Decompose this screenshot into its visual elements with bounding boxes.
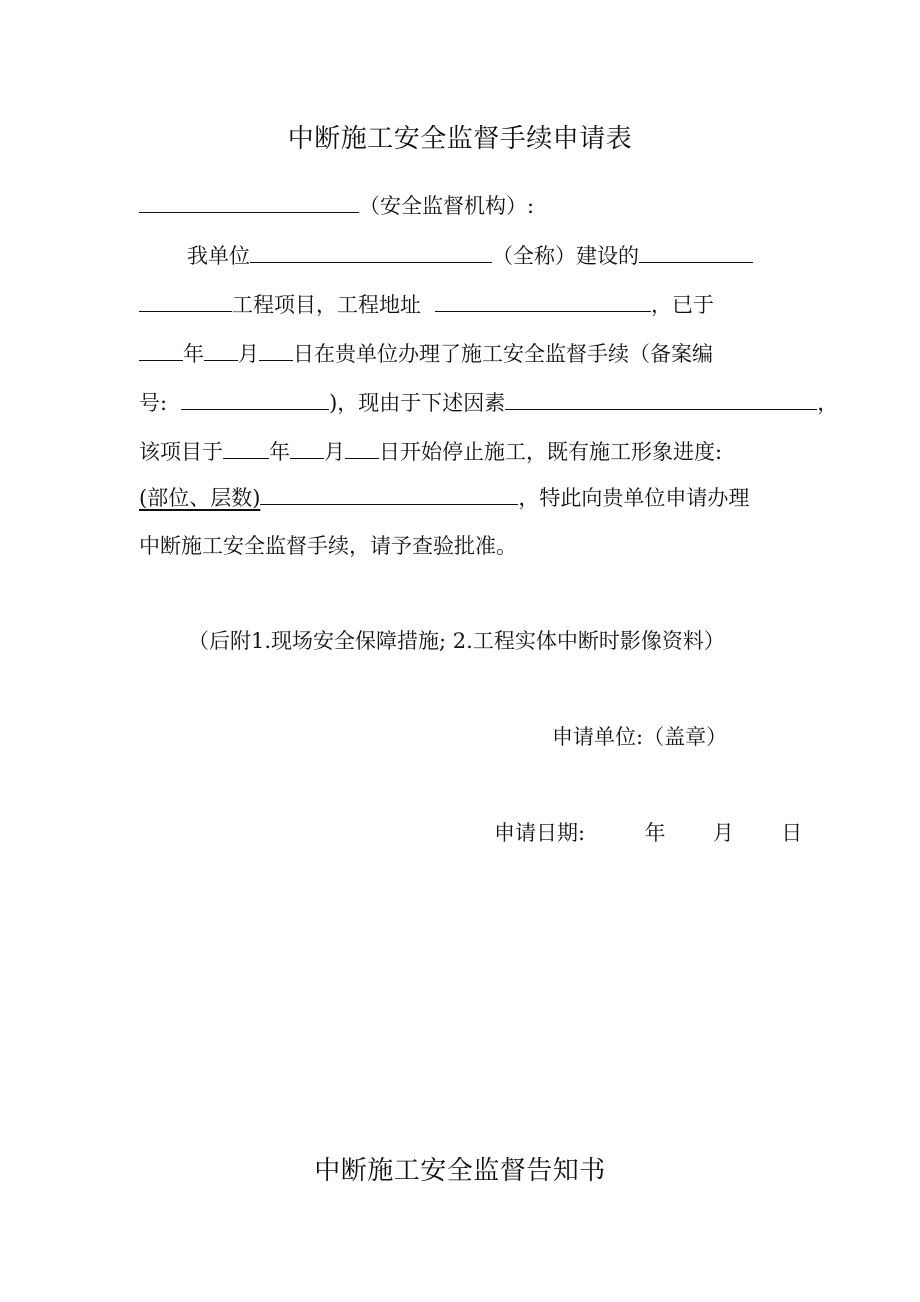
date-day-label: 日: [781, 821, 803, 845]
form-line-8: [139, 531, 517, 561]
agency-blank[interactable]: [139, 190, 359, 213]
stop-day-blank[interactable]: [345, 436, 379, 459]
applicant-label: 申请单位:（盖章）: [552, 725, 728, 749]
form-title: 中断施工安全监督手续申请表: [287, 124, 633, 154]
address-blank[interactable]: [435, 289, 651, 312]
form-line-2: [187, 240, 753, 271]
reason-comma: ，: [817, 391, 839, 415]
reason-blank[interactable]: [505, 387, 817, 410]
form-line-4: [139, 338, 713, 369]
application-date: [494, 818, 802, 848]
date-label: 申请日期:: [494, 821, 586, 845]
stop-month-blank[interactable]: [290, 436, 324, 459]
already-label: ，已于: [651, 293, 714, 317]
date-month-label: 月: [712, 821, 734, 845]
fullname-label: （全称）建设的: [492, 244, 639, 268]
record-month-label: 月: [238, 342, 259, 366]
project-name-blank-1[interactable]: [639, 240, 753, 263]
form-line-1: [139, 190, 534, 221]
approval-text: 中断施工安全监督手续，请予查验批准。: [139, 534, 517, 558]
unit-name-blank[interactable]: [250, 240, 492, 263]
record-year-label: 年: [183, 342, 204, 366]
date-year-label: 年: [644, 821, 666, 845]
form-line-7: [139, 482, 749, 513]
record-number-label: 号:: [139, 391, 168, 415]
stop-month-label: 月: [324, 440, 345, 464]
stop-label: 该项目于: [139, 440, 223, 464]
stop-year-blank[interactable]: [223, 436, 269, 459]
agency-label: （安全监督机构）:: [359, 194, 535, 218]
record-number-blank[interactable]: [181, 387, 329, 410]
stop-year-label: 年: [269, 440, 290, 464]
record-text: 日在贵单位办理了施工安全监督手续（备案编: [293, 342, 713, 366]
record-year-blank[interactable]: [139, 338, 183, 361]
form-line-6: [139, 436, 722, 467]
project-address-label: 工程项目，工程地址: [232, 293, 421, 317]
apply-text: ，特此向贵单位申请办理: [518, 486, 750, 510]
stop-text: 日开始停止施工，既有施工形象进度:: [379, 440, 723, 464]
attachment-note: （后附1.现场安全保障措施; 2.工程实体中断时影像资料）: [188, 629, 725, 653]
reason-label: )，现由于下述因素: [329, 391, 506, 415]
project-name-blank-2[interactable]: [139, 289, 232, 312]
progress-part-label: (部位、层数): [139, 486, 261, 510]
record-month-blank[interactable]: [204, 338, 238, 361]
progress-blank[interactable]: [260, 482, 518, 505]
record-day-blank[interactable]: [259, 338, 293, 361]
form-line-5: [139, 387, 838, 418]
unit-label: 我单位: [187, 244, 250, 268]
notice-title: 中断施工安全监督告知书: [314, 1156, 606, 1186]
form-line-3: [139, 289, 714, 320]
